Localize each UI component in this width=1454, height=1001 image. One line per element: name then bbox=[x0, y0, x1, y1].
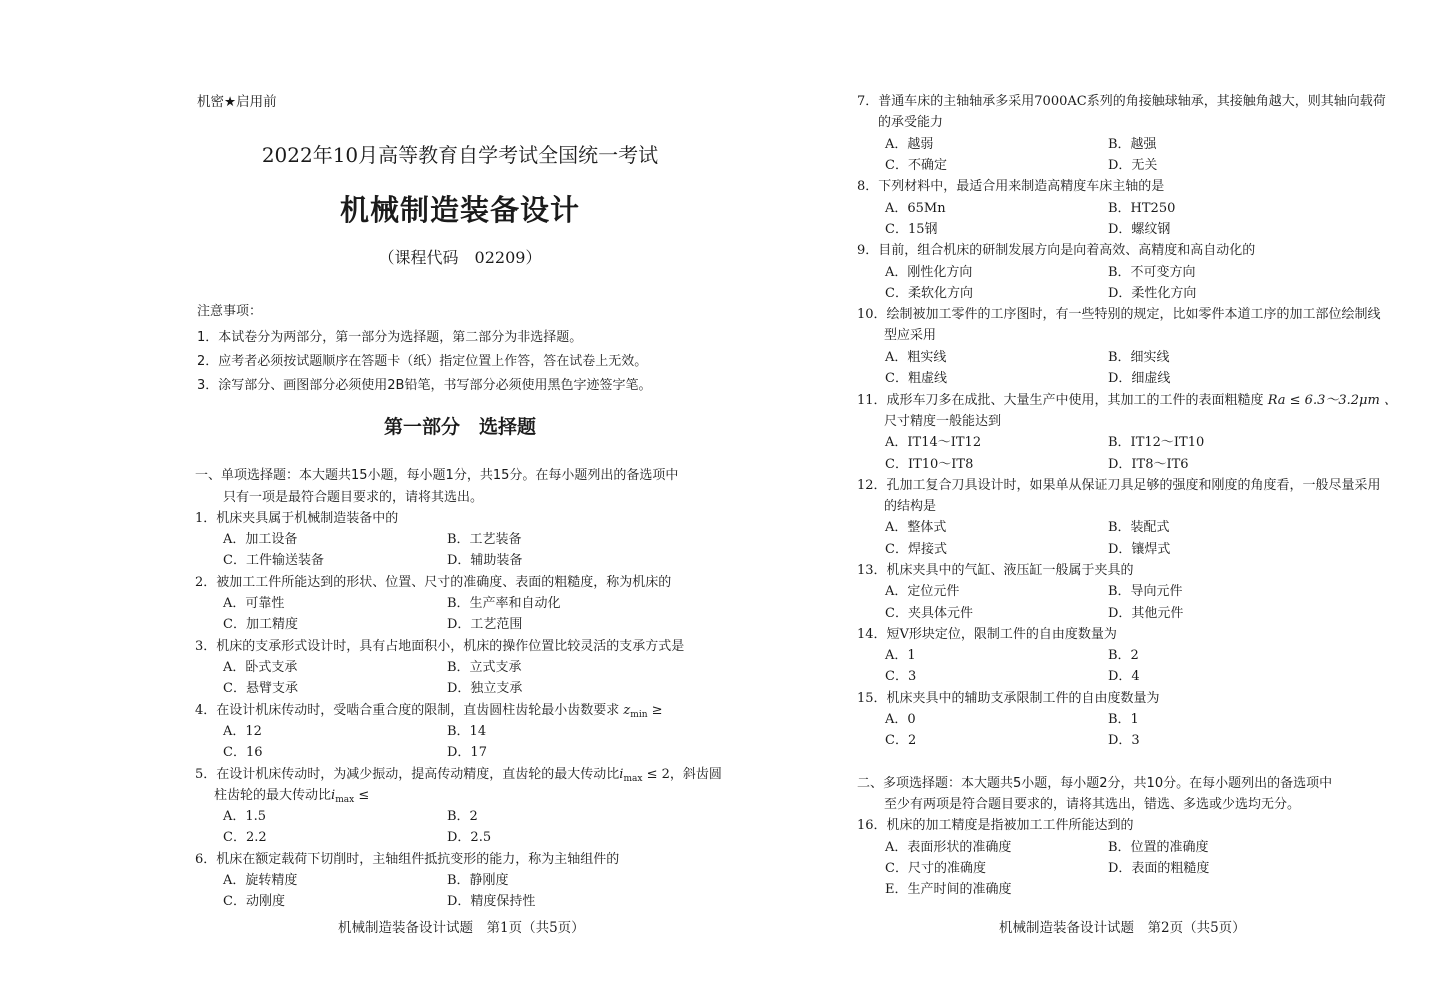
option-b: B．静刚度 bbox=[447, 873, 509, 888]
confidential-label: 机密★启用前 bbox=[197, 94, 277, 110]
option-d: D．无关 bbox=[1108, 158, 1158, 173]
option-d: D．4 bbox=[1108, 669, 1140, 684]
option-c: C．尺寸的准确度 bbox=[885, 861, 986, 876]
option-c: C．悬臂支承 bbox=[223, 681, 298, 696]
question-stem: 12．孔加工复合刀具设计时，如果单从保证刀具足够的强度和刚度的角度看，一般尽量采用 bbox=[857, 478, 1381, 493]
question-stem-text: 柱齿轮的最大传动比 bbox=[214, 788, 332, 803]
notes-heading: 注意事项： bbox=[197, 304, 263, 319]
option-c: C．加工精度 bbox=[223, 617, 298, 632]
question-stem: 7．普通车床的主轴轴承多采用7000AC系列的角接触球轴承，其接触角越大，则其轴向载荷 bbox=[857, 94, 1386, 109]
note-item: 3．涂写部分、画图部分必须使用2B铅笔，书写部分必须使用黑色字迹签字笔。 bbox=[197, 378, 652, 393]
option-a: A．表面形状的准确度 bbox=[885, 840, 1012, 855]
question-stem bbox=[857, 389, 1397, 408]
option-b: B．工艺装备 bbox=[447, 532, 522, 547]
option-c: C．15钢 bbox=[885, 222, 938, 237]
option-b: B．生产率和自动化 bbox=[447, 596, 561, 611]
option-d: D．柔性化方向 bbox=[1108, 286, 1197, 301]
option-c: C．工件输送装备 bbox=[223, 553, 324, 568]
formula-relation: ≤ bbox=[358, 788, 370, 803]
option-c: C．柔软化方向 bbox=[885, 286, 973, 301]
option-a: A．粗实线 bbox=[885, 350, 947, 365]
question-stem: 2．被加工工件所能达到的形状、位置、尺寸的准确度、表面的粗糙度，称为机床的 bbox=[195, 575, 672, 590]
formula-relation: ≤ 2，斜齿圆 bbox=[646, 767, 722, 782]
section-heading: 二、多项选择题：本大题共5小题，每小题2分，共10分。在每小题列出的备选项中 bbox=[857, 776, 1333, 791]
formula-symbol: i bbox=[619, 767, 624, 782]
option-d: D．镶焊式 bbox=[1108, 542, 1171, 557]
formula-symbol: z bbox=[623, 703, 631, 718]
option-b: B．HT250 bbox=[1108, 201, 1176, 216]
roughness-formula: Ra ≤ 6.3～3.2μm 、 bbox=[1267, 393, 1397, 408]
option-c: C．IT10～IT8 bbox=[885, 457, 974, 472]
option-d: D．细虚线 bbox=[1108, 371, 1171, 386]
option-d: D．3 bbox=[1108, 733, 1140, 748]
option-c: C．焊接式 bbox=[885, 542, 947, 557]
exam-page-2 bbox=[727, 0, 1454, 1001]
page-footer: 机械制造装备设计试题 第1页（共5页） bbox=[338, 920, 585, 936]
note-item: 1．本试卷分为两部分，第一部分为选择题，第二部分为非选择题。 bbox=[197, 330, 583, 345]
option-c: C．2 bbox=[885, 733, 917, 748]
question-stem: 9．目前，组合机床的研制发展方向是向着高效、高精度和高自动化的 bbox=[857, 243, 1256, 258]
option-d: D．辅助装备 bbox=[447, 553, 523, 568]
question-stem: 16．机床的加工精度是指被加工工件所能达到的 bbox=[857, 818, 1134, 833]
option-b: B．14 bbox=[447, 724, 487, 739]
question-stem: 10．绘制被加工零件的工序图时，有一些特别的规定，比如零件本道工序的加工部位绘制线 bbox=[857, 307, 1381, 322]
option-b: B．位置的准确度 bbox=[1108, 840, 1209, 855]
option-a: A．可靠性 bbox=[223, 596, 285, 611]
note-item: 2．应考者必须按试题顺序在答题卡（纸）指定位置上作答，答在试卷上无效。 bbox=[197, 354, 648, 369]
question-stem-text: 5．在设计机床传动时，为减少振动，提高传动精度，直齿轮的最大传动比 bbox=[195, 767, 620, 782]
question-stem: 6．机床在额定载荷下切削时，主轴组件抵抗变形的能力，称为主轴组件的 bbox=[195, 852, 620, 867]
section-heading-cont: 至少有两项是符合题目要求的，请将其选出，错选、多选或少选均无分。 bbox=[884, 797, 1301, 812]
option-c: C．动刚度 bbox=[223, 894, 285, 909]
option-d: D．独立支承 bbox=[447, 681, 523, 696]
question-stem-cont: 型应采用 bbox=[884, 328, 937, 343]
option-b: B．不可变方向 bbox=[1108, 265, 1196, 280]
formula-symbol: i bbox=[331, 788, 336, 803]
question-stem-cont: 的承受能力 bbox=[878, 115, 944, 130]
option-a: A．65Mn bbox=[885, 201, 946, 216]
question-stem: 13．机床夹具中的气缸、液压缸一般属于夹具的 bbox=[857, 563, 1134, 578]
option-a: A．0 bbox=[885, 712, 916, 727]
option-d: D．表面的粗糙度 bbox=[1108, 861, 1210, 876]
option-a: A．1.5 bbox=[223, 809, 267, 824]
option-c: C．不确定 bbox=[885, 158, 947, 173]
option-b: B．装配式 bbox=[1108, 520, 1170, 535]
option-a: A．1 bbox=[885, 648, 916, 663]
option-b: B．1 bbox=[1108, 712, 1139, 727]
option-c: C．粗虚线 bbox=[885, 371, 947, 386]
option-a: A．卧式支承 bbox=[223, 660, 298, 675]
option-d: D．IT8～IT6 bbox=[1108, 457, 1189, 472]
question-stem bbox=[195, 763, 722, 784]
option-d: D．螺纹钢 bbox=[1108, 222, 1171, 237]
question-stem: 15．机床夹具中的辅助支承限制工件的自由度数量为 bbox=[857, 691, 1160, 706]
option-a: A．整体式 bbox=[885, 520, 947, 535]
question-stem: 1．机床夹具属于机械制造装备中的 bbox=[195, 511, 399, 526]
option-d: D．17 bbox=[447, 745, 487, 760]
option-b: B．立式支承 bbox=[447, 660, 522, 675]
option-b: B．越强 bbox=[1108, 137, 1157, 152]
formula-subscript: min bbox=[630, 710, 648, 720]
option-a: A．旋转精度 bbox=[223, 873, 298, 888]
section-heading: 一、单项选择题：本大题共15小题，每小题1分，共15分。在每小题列出的备选项中 bbox=[195, 468, 679, 483]
option-b: B．2 bbox=[447, 809, 478, 824]
option-b: B．IT12～IT10 bbox=[1108, 435, 1205, 450]
option-a: A．越弱 bbox=[885, 137, 934, 152]
option-b: B．导向元件 bbox=[1108, 584, 1183, 599]
option-c: C．3 bbox=[885, 669, 917, 684]
option-d: D．工艺范围 bbox=[447, 617, 523, 632]
section-heading-cont: 只有一项是最符合题目要求的，请将其选出。 bbox=[223, 490, 484, 505]
part-heading: 第一部分 选择题 bbox=[383, 416, 536, 438]
option-a: A．IT14～IT12 bbox=[885, 435, 982, 450]
question-stem: 3．机床的支承形式设计时，具有占地面积小，机床的操作位置比较灵活的支承方式是 bbox=[195, 639, 685, 654]
formula-subscript: max bbox=[335, 795, 355, 805]
option-c: C．2.2 bbox=[223, 830, 267, 845]
question-stem bbox=[195, 699, 663, 720]
question-stem-text: 4．在设计机床传动时，受啮合重合度的限制，直齿圆柱齿轮最小齿数要求 bbox=[195, 703, 620, 718]
option-a: A．刚性化方向 bbox=[885, 265, 973, 280]
subject-title: 机械制造装备设计 bbox=[339, 193, 580, 227]
question-stem-cont: 的结构是 bbox=[884, 499, 937, 514]
option-c: C．夹具体元件 bbox=[885, 606, 973, 621]
question-stem-cont: 尺寸精度一般能达到 bbox=[884, 414, 1002, 429]
page-footer: 机械制造装备设计试题 第2页（共5页） bbox=[999, 920, 1246, 936]
question-stem-text: 11．成形车刀多在成批、大量生产中使用，其加工的工件的表面粗糙度 bbox=[857, 393, 1264, 408]
formula-relation: ≥ bbox=[651, 703, 663, 718]
option-b: B．细实线 bbox=[1108, 350, 1170, 365]
question-stem-cont bbox=[214, 784, 369, 805]
course-code: （课程代码 02209） bbox=[378, 248, 542, 267]
question-stem: 14．短V形块定位，限制工件的自由度数量为 bbox=[857, 627, 1117, 642]
option-a: A．加工设备 bbox=[223, 532, 298, 547]
option-a: A．定位元件 bbox=[885, 584, 960, 599]
option-d: D．精度保持性 bbox=[447, 894, 536, 909]
exam-title: 2022年10月高等教育自学考试全国统一考试 bbox=[261, 143, 659, 167]
question-stem: 8．下列材料中，最适合用来制造高精度车床主轴的是 bbox=[857, 179, 1165, 194]
option-d: D．2.5 bbox=[447, 830, 492, 845]
option-e: E．生产时间的准确度 bbox=[885, 882, 1012, 897]
option-c: C．16 bbox=[223, 745, 263, 760]
formula-subscript: max bbox=[623, 774, 643, 784]
option-a: A．12 bbox=[223, 724, 262, 739]
option-d: D．其他元件 bbox=[1108, 606, 1184, 621]
option-b: B．2 bbox=[1108, 648, 1139, 663]
